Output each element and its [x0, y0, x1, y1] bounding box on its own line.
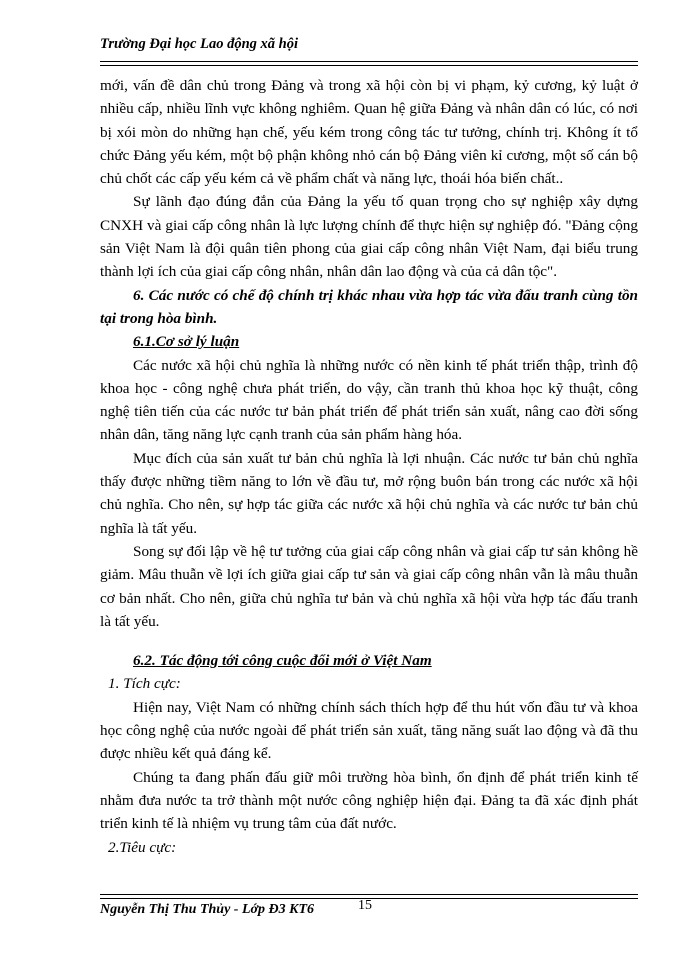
paragraph: Song sự đối lập về hệ tư tưởng của giai cấp công nhân và giai cấp tư sản không hề giảm. Mâu thuẫn về lợi ích giữa giai cấp tư sản và giai cấp công nhân vẫn là mâu thuẫn cơ bản nhất. Cho nên, giữa chủ nghĩa tư bản và chủ nghĩa xã hội vừa hợp tác đấu tranh là tất yếu.	[100, 542, 638, 630]
paragraph: Hiện nay, Việt Nam có những chính sách thích hợp để thu hút vốn đầu tư và khoa học công nghệ của nước ngoài để phát triển sản xuất, tăng năng suất lao động và đã thu được nhiều kết quả đáng kể.	[100, 698, 638, 763]
subsection-title: 6.1.Cơ sở lý luận	[133, 333, 240, 351]
subsection-heading	[133, 330, 638, 353]
page-body	[100, 74, 638, 859]
paragraph: Chúng ta đang phấn đấu giữ môi trường hòa bình, ổn định để phát triển kinh tế nhằm đưa nước ta trở thành một nước công nghiệp hiện đại. Đảng ta đã xác định phát triển kinh tế là nhiệm vụ trung tâm của đất nước.	[100, 768, 638, 833]
paragraph: mới, vấn đề dân chủ trong Đảng và trong xã hội còn bị vi phạm, kỷ cương, kỷ luật ở nhiều cấp, nhiều lĩnh vực không nghiêm. Quan hệ giữa Đảng và nhân dân có lúc, có nơi bị xói mòn do những hạn chế, yếu kém trong công tác tư tưởng, chính trị. Không ít tổ chức Đảng yếu kém, một bộ phận không nhỏ cán bộ Đảng viên kỉ cương, một số cán bộ chủ chốt các cấp yếu kém cả về phẩm chất và năng lực, thoái hóa biến chất..	[100, 77, 638, 188]
list-label: 2.Tiêu cực:	[108, 838, 177, 856]
subsection-title: 6.2. Tác động tới công cuộc đổi mới ở Việt Nam	[133, 652, 432, 670]
page-number: 15	[358, 898, 372, 913]
paragraph: Mục đích của sản xuất tư bản chủ nghĩa là lợi nhuận. Các nước tư bản chủ nghĩa thấy được những tiềm năng to lớn về đầu tư, mở rộng buôn bán trong các nước xã hội chủ nghĩa. Cho nên, sự hợp tác giữa các nước xã hội chủ nghĩa và các nước tư bản chủ nghĩa là tất yếu.	[100, 449, 638, 537]
list-label: 1. Tích cực:	[108, 675, 181, 693]
spacer	[100, 633, 638, 649]
subsection-heading	[133, 649, 638, 672]
paragraph: Các nước xã hội chủ nghĩa là những nước có nền kinh tế phát triển thập, trình độ khoa học - công nghệ chưa phát triển, do vậy, cần tranh thủ khoa học kỹ thuật, công nghệ tiên tiến của các nước tư bản phát triển để phát triển sản xuất, nâng cao đời sống nhân dân, tăng năng lực cạnh tranh của sản phẩm hàng hóa.	[100, 356, 638, 444]
section-heading: 6. Các nước có chế độ chính trị khác nhau vừa hợp tác vừa đấu tranh cùng tồn tại trong hòa bình.	[100, 286, 638, 327]
paragraph: Sự lãnh đạo đúng đắn của Đảng la yếu tố quan trọng cho sự nghiệp xây dựng CNXH và giai cấp công nhân là lực lượng chính để thực hiện sự nghiệp đó. "Đảng cộng sản Việt Nam là đội quân tiên phong của giai cấp công nhân Việt Nam, đại biểu trung thành lợi ích của giai cấp công nhân, nhân dân lao động và của cả dân tộc".	[100, 193, 638, 281]
footer-author: Nguyễn Thị Thu Thủy - Lớp Đ3 KT6	[100, 902, 315, 917]
running-header: Trường Đại học Lao động xã hội	[100, 36, 299, 52]
header-rule	[100, 61, 638, 66]
